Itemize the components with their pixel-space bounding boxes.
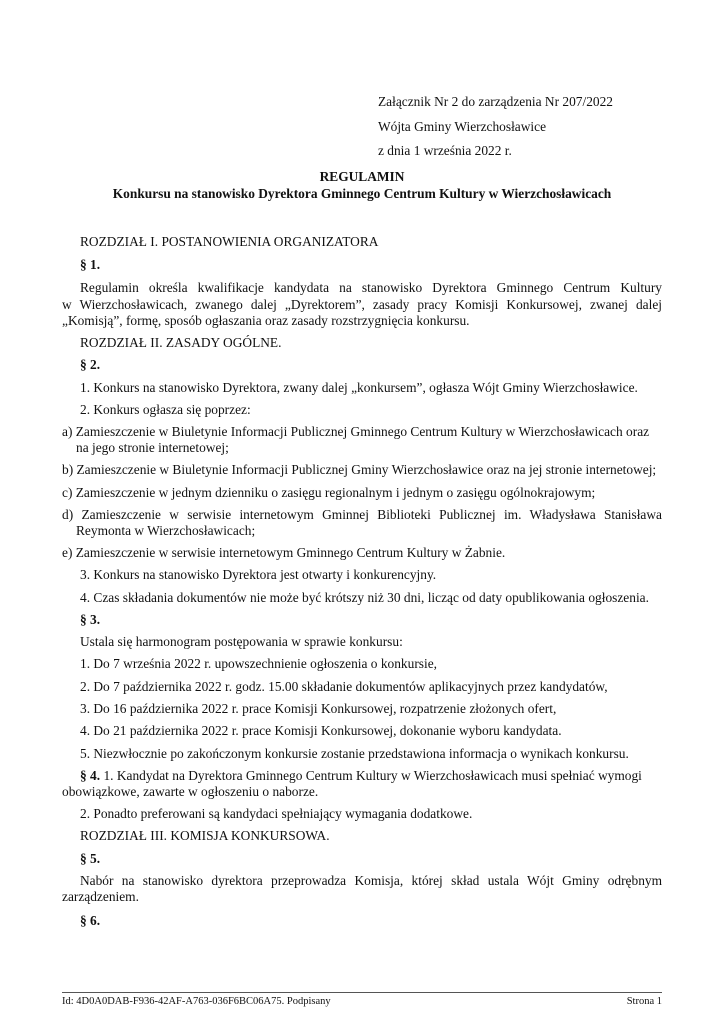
list-item: 2. Ponadto preferowani są kandydaci spełniający wymagania dodatkowe. (80, 806, 473, 821)
paragraph-line: obowiązkowe, zawarte w ogłoszeniu o naborze. (62, 784, 319, 799)
list-item: d) Zamieszczenie w serwisie internetowym Gminnej Biblioteki Publicznej im. Władysława Stanisława (62, 507, 662, 522)
list-item: 4. Do 21 października 2022 r. prace Komisji Konkursowej, dokonanie wyboru kandydata. (80, 723, 562, 738)
list-item: e) Zamieszczenie w serwisie internetowym Gminnego Centrum Kultury w Żabnie. (62, 545, 506, 560)
list-item: 2. Do 7 października 2022 r. godz. 15.00 składanie dokumentów aplikacyjnych przez kandydatów, (80, 679, 608, 694)
list-item: a) Zamieszczenie w Biuletynie Informacji Publicznej Gminnego Centrum Kultury w Wierzchosławicach oraz (62, 424, 650, 439)
list-item: b) Zamieszczenie w Biuletynie Informacji Publicznej Gminy Wierzchosławice oraz na jej stronie internetowej; (62, 462, 657, 477)
list-item-continuation: Reymonta w Wierzchosławicach; (76, 523, 256, 538)
paragraph-line: Regulamin określa kwalifikacje kandydata na stanowisko Dyrektora Gminnego Centrum Kultury (80, 280, 662, 295)
date-line: z dnia 1 września 2022 r. (378, 143, 512, 158)
list-item: 2. Konkurs ogłasza się poprzez: (80, 402, 251, 417)
paragraph-line: w Wierzchosławicach, zwanego dalej „Dyrektorem”, zasady pracy Komisji Konkursowej, zwanej dalej (62, 297, 662, 312)
chapter-heading: ROZDZIAŁ III. KOMISJA KONKURSOWA. (80, 828, 330, 843)
paragraph-line: Nabór na stanowisko dyrektora przeprowadza Komisja, której skład ustala Wójt Gminy odrębnym (80, 873, 662, 888)
document-id: Id: 4D0A0DAB-F936-42AF-A763-036F6BC06A75. Podpisany (62, 996, 331, 1007)
document-subtitle: Konkursu na stanowisko Dyrektora Gminnego Centrum Kultury w Wierzchosławicach (112, 186, 612, 201)
section-mark: § 6. (80, 913, 101, 928)
page-number: Strona 1 (626, 996, 662, 1007)
list-item: 5. Niezwłocznie po zakończonym konkursie zostanie przedstawiona informacja o wynikach konkursu. (80, 746, 629, 761)
section-mark: § 1. (80, 257, 101, 272)
list-item: 1. Do 7 września 2022 r. upowszechnienie ogłoszenia o konkursie, (80, 656, 437, 671)
issuer-line: Wójta Gminy Wierzchosławice (378, 119, 547, 134)
attachment-line: Załącznik Nr 2 do zarządzenia Nr 207/2022 (378, 94, 613, 109)
list-item: 3. Konkurs na stanowisko Dyrektora jest otwarty i konkurencyjny. (80, 567, 437, 582)
document-title: REGULAMIN (319, 169, 405, 184)
section-mark: § 2. (80, 357, 101, 372)
section-mark: § 5. (80, 851, 101, 866)
footer-divider (62, 992, 662, 993)
paragraph-line: Ustala się harmonogram postępowania w sprawie konkursu: (80, 634, 403, 649)
section-mark: § 4. (80, 768, 101, 783)
list-item: 1. Konkurs na stanowisko Dyrektora, zwany dalej „konkursem”, ogłasza Wójt Gminy Wierzchosławice. (80, 380, 638, 395)
list-item-continuation: na jego stronie internetowej; (76, 440, 229, 455)
chapter-heading: ROZDZIAŁ I. POSTANOWIENIA ORGANIZATORA (80, 234, 379, 249)
paragraph-line: zarządzeniem. (62, 889, 139, 904)
paragraph-text: 1. Kandydat na Dyrektora Gminnego Centrum Kultury w Wierzchosławicach musi spełniać wymogi (103, 768, 642, 783)
list-item: 4. Czas składania dokumentów nie może być krótszy niż 30 dni, licząc od daty opublikowania ogłoszenia. (80, 590, 649, 605)
paragraph-line (62, 768, 680, 784)
section-mark: § 3. (80, 612, 101, 627)
chapter-heading: ROZDZIAŁ II. ZASADY OGÓLNE. (80, 335, 282, 350)
paragraph-line: „Komisją”, formę, sposób ogłaszania oraz zasady rozstrzygnięcia konkursu. (62, 313, 470, 328)
list-item: c) Zamieszczenie w jednym dzienniku o zasięgu regionalnym i jednym o zasięgu ogólnokrajowym; (62, 485, 596, 500)
list-item: 3. Do 16 października 2022 r. prace Komisji Konkursowej, rozpatrzenie złożonych ofert, (80, 701, 557, 716)
